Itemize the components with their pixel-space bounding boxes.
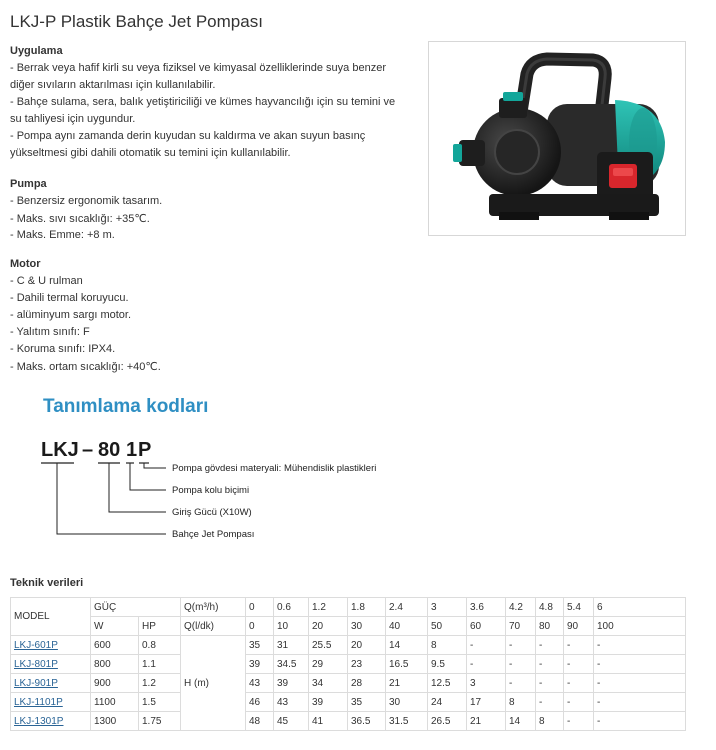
uygulama-line: yükseltmesi gibi dahili otomatik su temini için kullanılabilir.	[10, 147, 291, 159]
table-cell: -	[536, 655, 564, 674]
table-cell: 0.6	[274, 598, 309, 617]
table-cell: 35	[348, 693, 386, 712]
table-cell: -	[536, 674, 564, 693]
table-cell: 10	[274, 617, 309, 636]
uygulama-line: diğer sıvıların aktarılması için kullanılabilir.	[10, 79, 216, 91]
pompa-line: - Maks. Emme: +8 m.	[10, 229, 115, 241]
code-label-handle: Pompa kolu biçimi	[172, 485, 250, 496]
table-cell: 30	[348, 617, 386, 636]
table-cell: 29	[309, 655, 348, 674]
header-q-m3h: Q(m³/h)	[181, 598, 246, 617]
table-cell: 20	[348, 636, 386, 655]
table-cell: -	[506, 674, 536, 693]
motor-line: - Maks. ortam sıcaklığı: +40℃.	[10, 361, 161, 373]
code-part-power: 80	[98, 439, 121, 461]
uygulama-line: su tahliyesi için uygundur.	[10, 113, 136, 125]
table-cell: -	[594, 636, 686, 655]
table-cell: 35	[246, 636, 274, 655]
table-cell: 70	[506, 617, 536, 636]
table-cell: 26.5	[428, 712, 467, 731]
table-cell: 39	[274, 674, 309, 693]
header-w: W	[91, 617, 139, 636]
header-model: MODEL	[11, 598, 91, 636]
table-cell: 8	[428, 636, 467, 655]
header-q-ldk: Q(l/dk)	[181, 617, 246, 636]
table-cell: 24	[428, 693, 467, 712]
motor-line: - alüminyum sargı motor.	[10, 309, 132, 321]
header-power: GÜÇ	[91, 598, 181, 617]
motor-line: - C & U rulman	[10, 275, 83, 287]
header-hp: HP	[139, 617, 181, 636]
table-cell: 4.2	[506, 598, 536, 617]
model-cell	[11, 693, 91, 712]
table-cell: 100	[594, 617, 686, 636]
table-cell: 800	[91, 655, 139, 674]
table-cell: 34.5	[274, 655, 309, 674]
motor-line: - Koruma sınıfı: IPX4.	[10, 343, 116, 355]
pompa-heading: Pumpa	[10, 178, 47, 190]
table-cell: 31	[274, 636, 309, 655]
table-cell: 600	[91, 636, 139, 655]
tech-heading: Teknik verileri	[10, 577, 84, 589]
table-cell: -	[594, 712, 686, 731]
table-cell: 0	[246, 617, 274, 636]
code-diagram	[0, 428, 420, 548]
model-link[interactable]: LKJ-1301P	[14, 715, 64, 727]
table-cell: -	[564, 636, 594, 655]
page-title: LKJ-P Plastik Bahçe Jet Pompası	[10, 12, 263, 31]
motor-heading: Motor	[10, 258, 41, 270]
table-cell: 46	[246, 693, 274, 712]
table-cell: 16.5	[386, 655, 428, 674]
tech-table	[10, 597, 686, 731]
table-cell: 1.8	[348, 598, 386, 617]
table-row	[11, 655, 686, 674]
table-cell: 39	[309, 693, 348, 712]
code-section-title: Tanımlama kodları	[43, 396, 209, 417]
table-row	[11, 712, 686, 731]
table-cell: 1.2	[309, 598, 348, 617]
table-cell: -	[564, 674, 594, 693]
table-cell: 50	[428, 617, 467, 636]
table-cell: 39	[246, 655, 274, 674]
model-link[interactable]: LKJ-901P	[14, 677, 58, 689]
table-cell: 21	[386, 674, 428, 693]
table-cell: 3.6	[467, 598, 506, 617]
table-cell: 8	[506, 693, 536, 712]
h-label-cell: H (m)	[181, 636, 246, 731]
table-cell: 41	[309, 712, 348, 731]
uygulama-line: - Bahçe sulama, sera, balık yetiştiriciliği ve kümes hayvancılığı için su temini ve	[10, 96, 396, 108]
code-leaders	[57, 463, 166, 534]
table-cell: 3	[428, 598, 467, 617]
table-cell: 14	[506, 712, 536, 731]
table-cell: 9.5	[428, 655, 467, 674]
table-cell: 40	[386, 617, 428, 636]
table-cell: -	[536, 636, 564, 655]
table-cell: 48	[246, 712, 274, 731]
pump-illustration	[429, 42, 685, 235]
table-cell: 0.8	[139, 636, 181, 655]
table-header-row	[11, 617, 686, 636]
table-cell: 30	[386, 693, 428, 712]
table-cell: 21	[467, 712, 506, 731]
table-cell: 2.4	[386, 598, 428, 617]
model-cell	[11, 636, 91, 655]
table-cell: 1.5	[139, 693, 181, 712]
table-cell: 8	[536, 712, 564, 731]
code-part-series: LKJ	[41, 439, 79, 461]
uygulama-heading: Uygulama	[10, 45, 63, 57]
table-cell: -	[564, 693, 594, 712]
table-cell: 23	[348, 655, 386, 674]
table-cell: 34	[309, 674, 348, 693]
table-cell: 28	[348, 674, 386, 693]
table-cell: -	[564, 712, 594, 731]
table-cell: 60	[467, 617, 506, 636]
table-cell: 14	[386, 636, 428, 655]
table-cell: -	[506, 655, 536, 674]
table-cell: 25.5	[309, 636, 348, 655]
table-cell: -	[594, 674, 686, 693]
table-cell: -	[467, 636, 506, 655]
table-cell: -	[594, 655, 686, 674]
table-cell: -	[536, 693, 564, 712]
table-cell: -	[506, 636, 536, 655]
table-cell: 6	[594, 598, 686, 617]
table-cell: 1300	[91, 712, 139, 731]
table-cell: 17	[467, 693, 506, 712]
model-link[interactable]: LKJ-601P	[14, 639, 58, 651]
table-cell: 20	[309, 617, 348, 636]
pompa-line: - Maks. sıvı sıcaklığı: +35℃.	[10, 213, 150, 225]
model-cell	[11, 655, 91, 674]
pompa-line: - Benzersiz ergonomik tasarım.	[10, 195, 163, 207]
motor-line: - Dahili termal koruyucu.	[10, 292, 129, 304]
table-header-row	[11, 598, 686, 617]
table-cell: 3	[467, 674, 506, 693]
model-link[interactable]: LKJ-1101P	[14, 696, 63, 708]
table-cell: 5.4	[564, 598, 594, 617]
table-cell: 43	[246, 674, 274, 693]
table-cell: -	[564, 655, 594, 674]
model-cell	[11, 712, 91, 731]
table-cell: 0	[246, 598, 274, 617]
table-cell: 900	[91, 674, 139, 693]
code-part-handle: 1	[126, 439, 138, 461]
table-cell: 4.8	[536, 598, 564, 617]
motor-line: - Yalıtım sınıfı: F	[10, 326, 90, 338]
table-row	[11, 636, 686, 655]
table-row	[11, 674, 686, 693]
table-cell: 36.5	[348, 712, 386, 731]
product-image	[428, 41, 686, 236]
table-cell: 12.5	[428, 674, 467, 693]
table-cell: 45	[274, 712, 309, 731]
model-cell	[11, 674, 91, 693]
table-cell: 80	[536, 617, 564, 636]
code-part-material: P	[138, 439, 152, 461]
table-cell: 1.2	[139, 674, 181, 693]
table-cell: 1.75	[139, 712, 181, 731]
code-label-power: Giriş Gücü (X10W)	[172, 507, 252, 518]
uygulama-line: - Berrak veya hafif kirli su veya fiziksel ve kimyasal özelliklerinde suya benzer	[10, 62, 386, 74]
table-cell: 31.5	[386, 712, 428, 731]
table-row	[11, 693, 686, 712]
uygulama-line: - Pompa aynı zamanda derin kuyudan su kaldırma ve akan suyun basınç	[10, 130, 366, 142]
table-cell: -	[467, 655, 506, 674]
code-label-material: Pompa gövdesi materyali: Mühendislik plastikleri	[172, 463, 377, 474]
table-cell: 90	[564, 617, 594, 636]
code-label-series: Bahçe Jet Pompası	[172, 529, 255, 540]
table-cell: 43	[274, 693, 309, 712]
table-cell: -	[594, 693, 686, 712]
model-link[interactable]: LKJ-801P	[14, 658, 58, 670]
table-cell: 1100	[91, 693, 139, 712]
table-cell: 1.1	[139, 655, 181, 674]
code-dash: –	[82, 439, 94, 461]
